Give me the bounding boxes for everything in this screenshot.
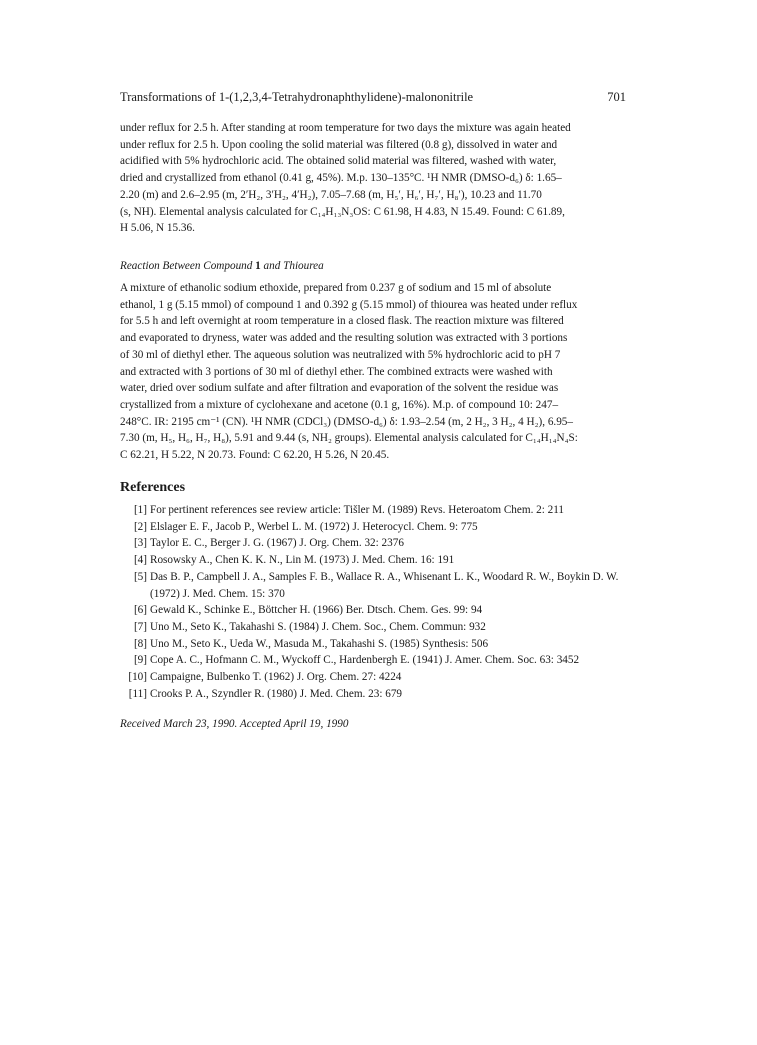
running-head bbox=[120, 89, 626, 105]
reference-item bbox=[120, 502, 626, 519]
reference-number: [4] bbox=[133, 554, 147, 567]
paragraph-line: acidified with 5% hydrochloric acid. The obtained solid material was filtered, washed with water, bbox=[120, 155, 557, 168]
reference-text: Cope A. C., Hofmann C. M., Wyckoff C., Hardenbergh E. (1941) J. Amer. Chem. Soc. 63: 3452 bbox=[150, 654, 580, 667]
reference-number: [11] bbox=[128, 687, 147, 700]
reference-item bbox=[120, 519, 626, 536]
reference-text: Uno M., Seto K., Ueda W., Masuda M., Takahashi S. (1985) Synthesis: 506 bbox=[150, 637, 489, 650]
running-title: Transformations of 1-(1,2,3,4-Tetrahydronaphthylidene)-malononitrile bbox=[120, 90, 474, 104]
paragraph-line: 248°C. IR: 2195 cm⁻¹ (CN). ¹H NMR (CDCl₃) (DMSO-d₆) δ: 1.93–2.54 (m, 2 H₂, 3 H₂, 4 H₂), 6.95– bbox=[120, 415, 573, 428]
reference-item bbox=[120, 602, 626, 619]
paragraph-line: ethanol, 1 g (5.15 mmol) of compound 1 and 0.392 g (5.15 mmol) of thiourea was heated under reflux bbox=[120, 298, 578, 311]
reference-item bbox=[120, 552, 626, 569]
reference-text: Rosowsky A., Chen K. K. N., Lin M. (1973) J. Med. Chem. 16: 191 bbox=[150, 554, 455, 567]
paragraph-line: 7.30 (m, H₅, H₆, H₇, H₈), 5.91 and 9.44 (s, NH₂ groups). Elemental analysis calculated for C₁₄H₁₄N₄S: bbox=[120, 432, 578, 445]
section-title-compound: 1 bbox=[255, 260, 261, 272]
procedure-paragraph bbox=[120, 280, 626, 464]
paragraph-line: H 5.06, N 15.36. bbox=[120, 222, 195, 235]
paragraph-line: water, dried over sodium sulfate and after filtration and evaporation of the solvent the residue was bbox=[120, 382, 559, 395]
reference-number: [3] bbox=[133, 537, 147, 550]
section-title-suffix: and Thiourea bbox=[260, 260, 324, 272]
paragraph-line: and extracted with 3 portions of 30 ml of diethyl ether. The combined extracts were washed with bbox=[120, 365, 553, 378]
reference-item bbox=[120, 636, 626, 653]
reference-item bbox=[120, 686, 626, 703]
reference-number: [9] bbox=[133, 654, 147, 667]
reference-text: Gewald K., Schinke E., Böttcher H. (1966) Ber. Dtsch. Chem. Ges. 99: 94 bbox=[150, 604, 483, 617]
reference-item bbox=[120, 535, 626, 552]
section-title-prefix: Reaction Between Compound bbox=[120, 260, 256, 272]
reference-number: [2] bbox=[133, 520, 147, 533]
paragraph-line: A mixture of ethanolic sodium ethoxide, prepared from 0.237 g of sodium and 15 ml of absolute bbox=[120, 282, 552, 294]
reference-number: [8] bbox=[133, 637, 147, 650]
reference-number: [6] bbox=[133, 604, 147, 617]
reference-item bbox=[120, 569, 626, 602]
paragraph-line: for 5.5 h and left overnight at room temperature in a closed flask. The reaction mixture was filtered bbox=[120, 315, 564, 328]
reference-item bbox=[120, 619, 626, 636]
reference-number: [7] bbox=[133, 620, 147, 633]
paragraph-line: and evaporated to dryness, water was added and the resulting solution was extracted with 3 portions bbox=[120, 332, 568, 345]
reference-text: Taylor E. C., Berger J. G. (1967) J. Org. Chem. 32: 2376 bbox=[150, 537, 404, 550]
paragraph-line: (s, NH). Elemental analysis calculated for C₁₄H₁₃N₃OS: C 61.98, H 4.83, N 15.49. Found: C 61.89, bbox=[120, 205, 565, 218]
reference-item bbox=[120, 669, 626, 686]
paragraph-line: crystallized from a mixture of cyclohexane and acetone (0.1 g, 16%). M.p. of compound 10: 247– bbox=[120, 398, 559, 411]
reference-text: Crooks P. A., Szyndler R. (1980) J. Med. Chem. 23: 679 bbox=[150, 687, 403, 700]
reference-number: [1] bbox=[133, 504, 147, 516]
page-number: 701 bbox=[607, 90, 626, 104]
reference-text: For pertinent references see review article: Tišler M. (1989) Revs. Heteroatom Chem. 2: 211 bbox=[150, 504, 565, 516]
reference-item bbox=[120, 652, 626, 669]
paragraph-line: under reflux for 2.5 h. After standing at room temperature for two days the mixture was again heated bbox=[120, 122, 571, 134]
reference-text: Uno M., Seto K., Takahashi S. (1984) J. Chem. Soc., Chem. Commun: 932 bbox=[150, 620, 486, 633]
reference-text: Das B. P., Campbell J. A., Samples F. B., Wallace R. A., Whisenant L. K., Woodard R. W., Boykin D. W. (1972) J. Med. Chem. 15: 370 bbox=[150, 570, 619, 600]
reference-number: [5] bbox=[133, 570, 147, 583]
references-heading: References bbox=[120, 480, 186, 495]
reference-number: [10] bbox=[128, 671, 147, 684]
paragraph-line: of 30 ml of diethyl ether. The aqueous solution was neutralized with 5% hydrochloric acid to pH 7 bbox=[120, 348, 561, 361]
paragraph-line: C 62.21, H 5.22, N 20.73. Found: C 62.20, H 5.26, N 20.45. bbox=[120, 449, 390, 462]
paragraph-line: 2.20 (m) and 2.6–2.95 (m, 2′H₂, 3′H₂, 4′H₂), 7.05–7.68 (m, H₅′, H₆′, H₇′, H₈′), 10.23 and 11.70 bbox=[120, 188, 542, 201]
received-accepted-dates: Received March 23, 1990. Accepted April 19, 1990 bbox=[120, 718, 349, 730]
paragraph-line: dried and crystallized from ethanol (0.41 g, 45%). M.p. 130–135°C. ¹H NMR (DMSO-d₆) δ: 1.65– bbox=[120, 172, 562, 185]
section-heading bbox=[120, 258, 626, 274]
paragraph-line: under reflux for 2.5 h. Upon cooling the solid material was filtered (0.8 g), dissolved in water and bbox=[120, 138, 558, 151]
reference-list bbox=[120, 502, 626, 702]
experimental-paragraph-continued bbox=[120, 120, 626, 237]
reference-text: Elslager E. F., Jacob P., Werbel L. M. (1972) J. Heterocycl. Chem. 9: 775 bbox=[150, 520, 478, 533]
reference-text: Campaigne, Bulbenko T. (1962) J. Org. Chem. 27: 4224 bbox=[150, 671, 402, 684]
